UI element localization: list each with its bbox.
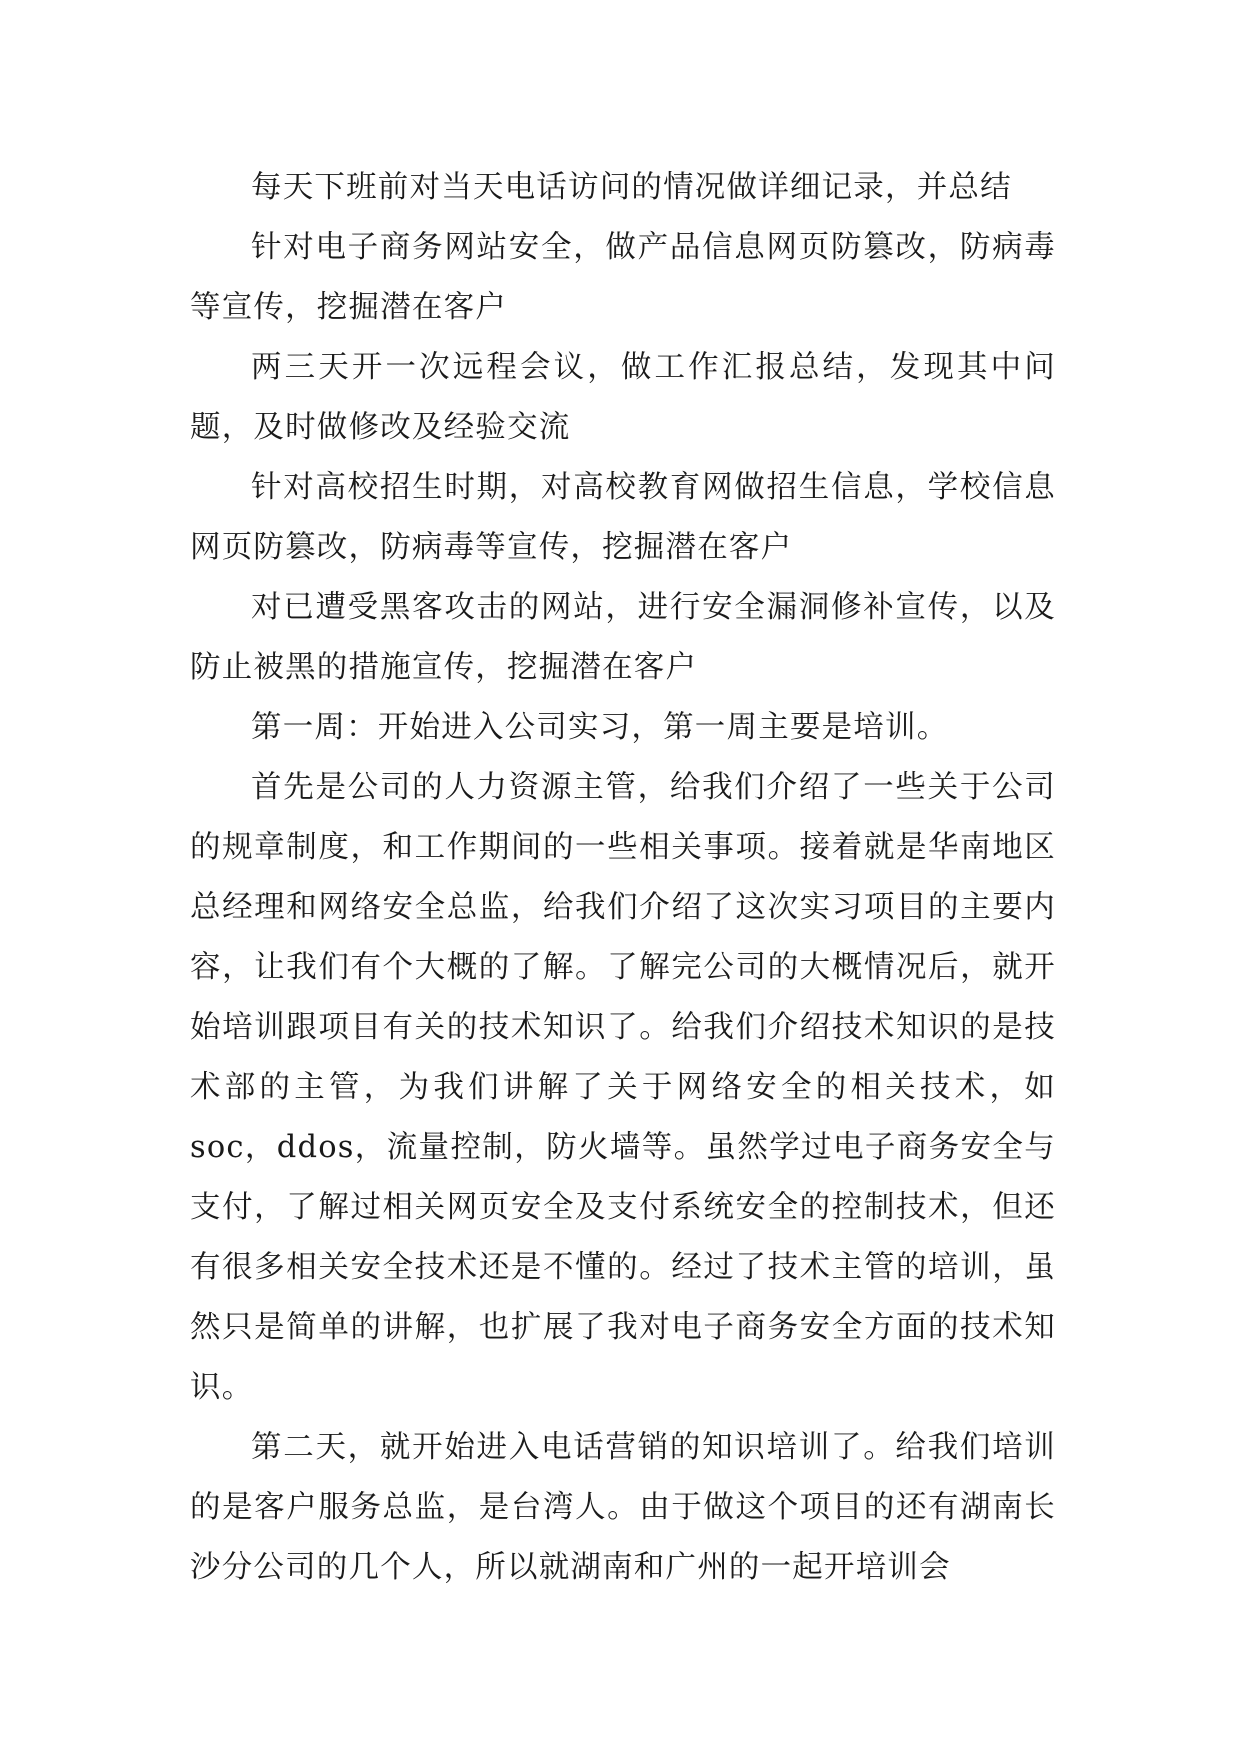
paragraph: 每天下班前对当天电话访问的情况做详细记录，并总结 [251,170,1012,205]
paragraph: 第一周：开始进入公司实习，第一周主要是培训。 [251,710,949,745]
paragraph: 首先是公司的人力资源主管，给我们介绍了一些关于公司的规章制度，和工作期间的一些相关事项。接着就是华南地区总经理和网络安全总监，给我们介绍了这次实习项目的主要内容，让我们有个大概的了解。了解完公司的大概情况后，就开始培训跟项目有关的技术知识了。给我们介绍技术知识的是技术部的主管，为我们讲解了关于网络安全的相关技术，如soc，ddos，流量控制，防火墙等。虽然学过电子商务安全与支付，了解过相关网页安全及支付系统安全的控制技术，但还有很多相关安全技术还是不懂的。经过了技术主管的培训，虽然只是简单的讲解，也扩展了我对电子商务安全方面的技术知识。 [190,770,1056,1405]
paragraph: 对已遭受黑客攻击的网站，进行安全漏洞修补宣传，以及防止被黑的措施宣传，挖掘潜在客户 [190,590,1056,685]
paragraph: 两三天开一次远程会议，做工作汇报总结，发现其中问题，及时做修改及经验交流 [190,350,1056,445]
paragraph: 第二天，就开始进入电话营销的知识培训了。给我们培训的是客户服务总监，是台湾人。由于做这个项目的还有湖南长沙分公司的几个人，所以就湖南和广州的一起开培训会 [190,1430,1056,1585]
paragraph: 针对电子商务网站安全，做产品信息网页防篡改，防病毒等宣传，挖掘潜在客户 [190,230,1056,325]
paragraph: 针对高校招生时期，对高校教育网做招生信息，学校信息网页防篡改，防病毒等宣传，挖掘潜在客户 [190,470,1056,565]
document-body [190,158,1056,1598]
